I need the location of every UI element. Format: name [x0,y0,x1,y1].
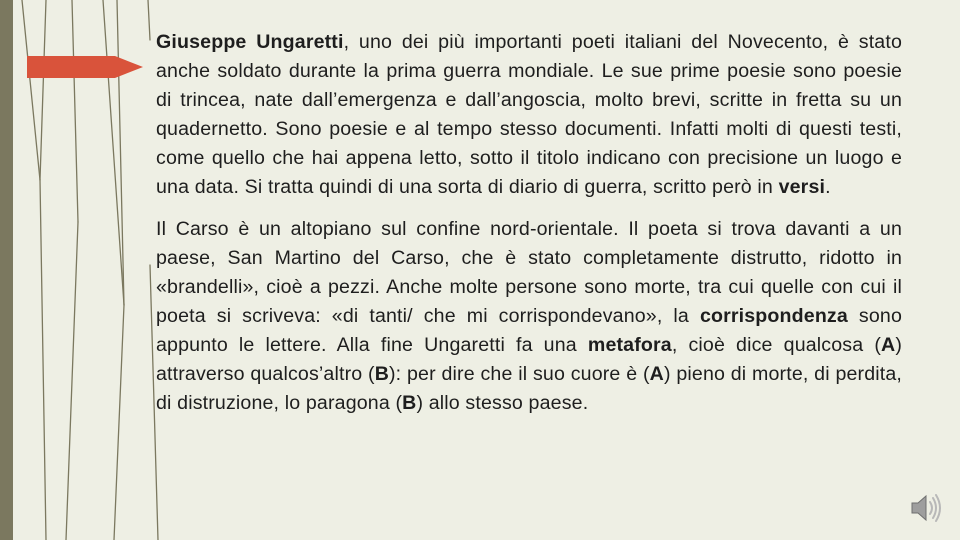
paragraph-1 [156,28,902,202]
speaker-body [912,496,926,520]
decorative-lines [0,0,160,540]
deco-line [40,180,46,540]
text-run: , cioè dice qualcosa ( [671,334,881,356]
text-run: ) attraverso qualcos’altro ( [156,334,902,385]
text-run: sono appunto le lettere. Alla fine Ungaretti fa una [156,305,902,356]
bold-text-run: versi [778,176,826,198]
text-run: Il Carso è un altopiano sul confine nord-orientale. Il poeta si trova davanti a un paese, San Martino del Carso, che è stato completamente distrutto, ridotto in «brandelli», cioè a pezzi. Anche molte persone sono morte, tra cui quelle con cui il poeta si scriveva: «di tanti/ che mi corrispondevano», la [156,218,902,327]
deco-line [66,222,78,540]
sound-wave [930,502,932,514]
text-run: . [825,176,831,198]
bold-text-run: corrispondenza [699,305,848,327]
deco-line [114,305,124,540]
bold-text-run: A [881,334,896,356]
paragraph-2 [156,215,902,418]
accent-arrow [27,56,143,78]
bold-text-run: metafora [587,334,672,356]
speaker-icon[interactable] [906,488,946,528]
deco-line [72,0,78,222]
bold-text-run: B [374,363,389,385]
deco-line [22,0,40,180]
sound-wave [933,498,936,518]
text-run: ) allo stesso paese. [416,392,589,414]
text-run: ): per dire che il suo cuore è ( [389,363,650,385]
deco-line [40,0,46,180]
bold-text-run: A [649,363,664,385]
bold-text-run: Giuseppe Ungaretti [156,31,344,53]
bold-text-run: B [402,392,417,414]
deco-line [148,0,150,40]
text-run: , uno dei più importanti poeti italiani del Novecento, è stato anche soldato durante la prima guerra mondiale. Le sue prime poesie sono poesie di trincea, nate dall’emergenza e dall’angoscia, molto brevi, scritte in fretta su un quadernetto. Sono poesie e al tempo stesso documenti. Infatti molti di questi testi, come quello che hai appena letto, sotto il titolo indicano con precisione un luogo e una data. Si tratta quindi di una sorta di diario di guerra, scritto però in [156,31,902,198]
slide-content [156,28,902,418]
text-run: ) pieno di morte, di perdita, di distruzione, lo paragona ( [156,363,902,414]
